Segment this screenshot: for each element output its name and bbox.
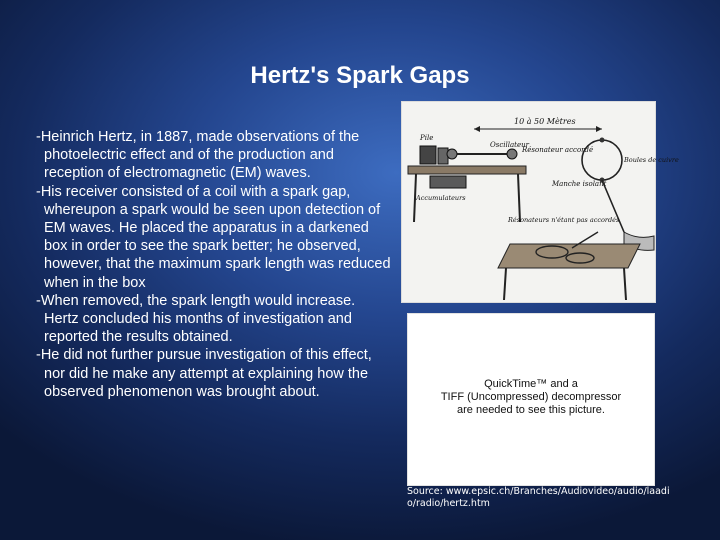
hertz-apparatus-illustration bbox=[401, 101, 679, 303]
label-pile: Pile bbox=[420, 134, 434, 142]
label-resonators-set: Résonateurs n'étant pas accordés bbox=[508, 216, 620, 224]
body-text bbox=[32, 128, 392, 401]
label-handle: Manche isolant bbox=[552, 180, 607, 188]
paragraph-1: -Heinrich Hertz, in 1887, made observations of the photoelectric effect and of the production and reception of electromagnetic (EM) waves. bbox=[36, 129, 360, 182]
quicktime-line-2: TIFF (Uncompressed) decompressor bbox=[440, 391, 622, 403]
quicktime-line-1: QuickTime™ and a bbox=[484, 378, 578, 390]
label-distance: 10 à 50 Mètres bbox=[514, 117, 576, 126]
quicktime-message bbox=[408, 378, 654, 417]
label-balls: Boules de cuivre bbox=[624, 156, 679, 164]
slide-title: Hertz's Spark Gaps bbox=[250, 62, 470, 89]
label-accumulators: Accumulateurs bbox=[416, 194, 466, 202]
quicktime-placeholder bbox=[407, 313, 655, 486]
paragraph-3: -When removed, the spark length would increase. Hertz concluded his months of investigation and reported the results obtained. bbox=[36, 292, 356, 346]
paragraph-2: -His receiver consisted of a coil with a spark gap, whereupon a spark would be seen upon detection of EM waves. He placed the apparatus in a darkened box in order to see the spark better; he observed, however, that the maximum spark length was reduced when in the box bbox=[36, 183, 391, 291]
label-oscillator: Oscillateur bbox=[490, 141, 529, 149]
paragraph-4: -He did not further pursue investigation of this effect, nor did he make any attempt at explaining how the observed phenomenon was brought about. bbox=[36, 347, 372, 400]
apparatus-drawing bbox=[402, 102, 679, 302]
source-citation: Source: www.epsic.ch/Branches/Audiovideo/audio/laadio/radio/hertz.htm bbox=[407, 486, 670, 509]
quicktime-line-3: are needed to see this picture. bbox=[457, 404, 605, 416]
label-resonator: Résonateur accordé bbox=[522, 146, 594, 154]
